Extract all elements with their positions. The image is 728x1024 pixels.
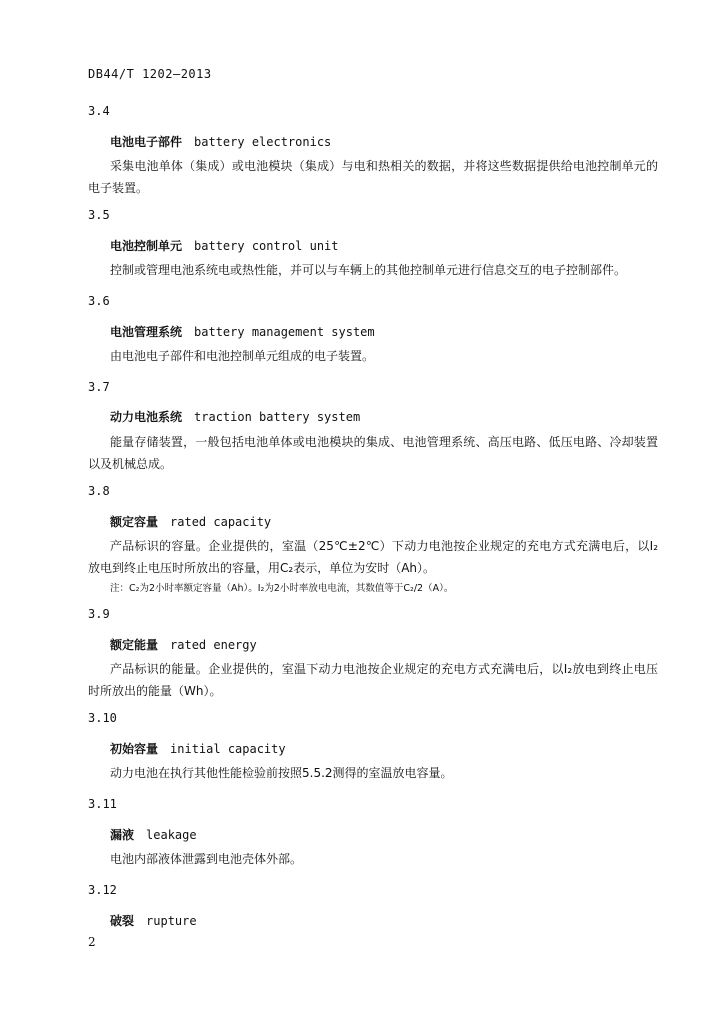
page-number: 2 xyxy=(88,935,96,949)
term-english: rated capacity xyxy=(170,515,272,529)
term-heading xyxy=(110,740,286,757)
section-number: 3.12 xyxy=(88,883,117,897)
term-heading xyxy=(110,408,360,425)
term-heading xyxy=(110,826,197,843)
term-english: rupture xyxy=(146,914,197,928)
term-english: battery management system xyxy=(194,325,375,339)
term-heading xyxy=(110,513,271,530)
term-chinese: 额定能量 xyxy=(110,638,159,652)
term-chinese: 电池管理系统 xyxy=(110,325,183,339)
term-definition: 产品标识的能量。企业提供的，室温下动力电池按企业规定的充电方式充满电后，以I₂放电到终止电压时所放出的能量（Wh）。 xyxy=(88,662,658,698)
section-number: 3.11 xyxy=(88,797,117,811)
term-chinese: 动力电池系统 xyxy=(110,410,183,424)
term-english: rated energy xyxy=(170,638,257,652)
term-chinese: 电池控制单元 xyxy=(110,239,183,253)
term-definition: 由电池电子部件和电池控制单元组成的电子装置。 xyxy=(110,349,375,363)
section-number: 3.8 xyxy=(88,484,110,498)
term-english: battery electronics xyxy=(194,135,332,149)
term-note: 注：C₂为2小时率额定容量（Ah）。I₂为2小时率放电电流，其数值等于C₂/2（A）。 xyxy=(110,583,454,594)
section-number: 3.7 xyxy=(88,380,110,394)
term-definition: 产品标识的容量。企业提供的，室温（25℃±2℃）下动力电池按企业规定的充电方式充满电后，以I₂放电到终止电压时所放出的容量，用C₂表示，单位为安时（Ah）。 xyxy=(88,539,658,575)
term-english: battery control unit xyxy=(194,239,339,253)
term-heading xyxy=(110,636,257,653)
term-definition: 电池内部液体泄露到电池壳体外部。 xyxy=(110,852,303,866)
term-heading xyxy=(110,323,375,340)
term-heading xyxy=(110,912,197,929)
term-english: initial capacity xyxy=(170,742,286,756)
section-number: 3.10 xyxy=(88,711,117,725)
section-number: 3.5 xyxy=(88,208,110,222)
section-number: 3.4 xyxy=(88,104,110,118)
term-definition: 能量存储装置，一般包括电池单体或电池模块的集成、电池管理系统、高压电路、低压电路、冷却装置以及机械总成。 xyxy=(88,435,658,471)
term-chinese: 破裂 xyxy=(110,914,135,928)
term-definition: 采集电池单体（集成）或电池模块（集成）与电和热相关的数据，并将这些数据提供给电池控制单元的电子装置。 xyxy=(88,159,658,195)
term-heading xyxy=(110,237,339,254)
term-heading xyxy=(110,133,331,150)
section-number: 3.9 xyxy=(88,607,110,621)
term-chinese: 电池电子部件 xyxy=(110,135,183,149)
term-chinese: 漏液 xyxy=(110,828,135,842)
term-chinese: 额定容量 xyxy=(110,515,159,529)
term-english: traction battery system xyxy=(194,410,361,424)
term-english: leakage xyxy=(146,828,197,842)
standard-id-header: DB44/T 1202—2013 xyxy=(88,67,212,81)
section-number: 3.6 xyxy=(88,294,110,308)
term-definition: 控制或管理电池系统电或热性能，并可以与车辆上的其他控制单元进行信息交互的电子控制部件。 xyxy=(110,263,627,277)
term-chinese: 初始容量 xyxy=(110,742,159,756)
term-definition: 动力电池在执行其他性能检验前按照5.5.2测得的室温放电容量。 xyxy=(110,766,453,780)
